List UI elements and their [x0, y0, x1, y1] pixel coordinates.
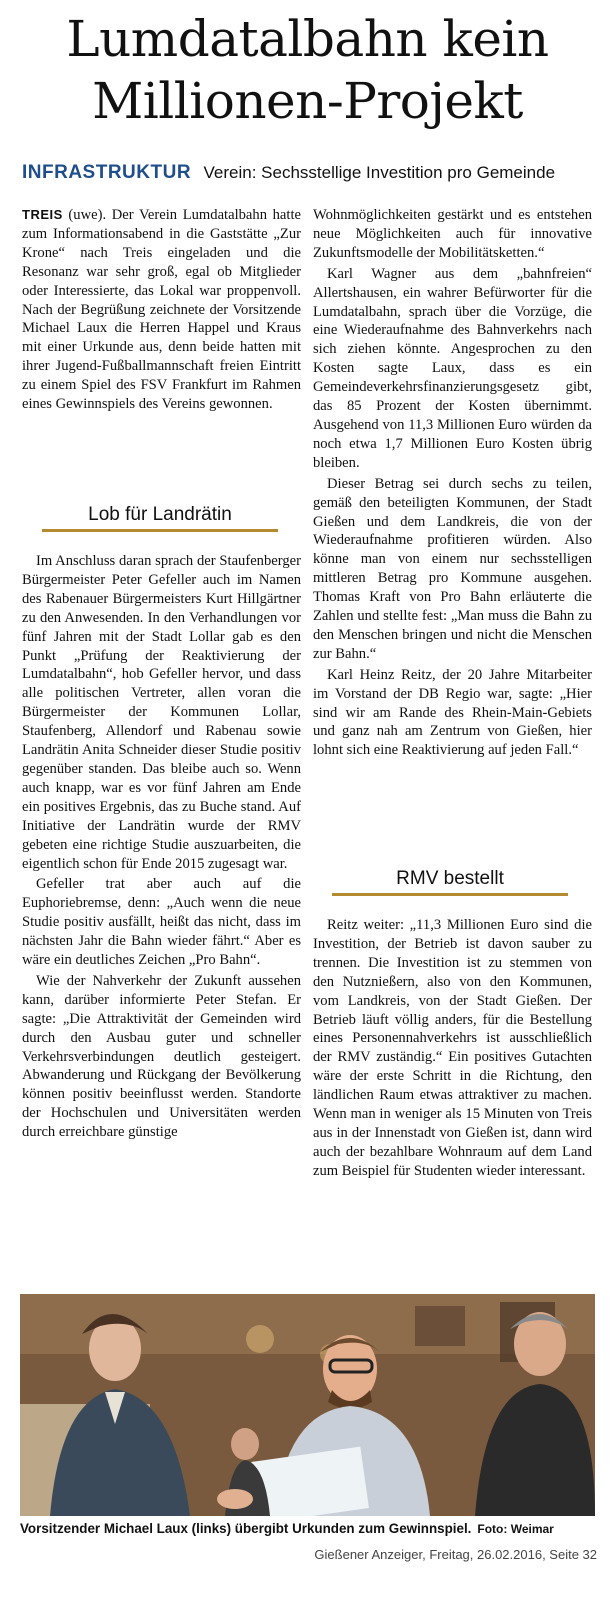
section-title-lob: Lob für Landrätin	[88, 504, 232, 525]
photo	[20, 1294, 595, 1516]
paragraph: Karl Wagner aus dem „bahnfreien“ Allertshausen, ein wahrer Befürworter für die Lumdatalbahn, sprach über die Vorzüge, die eine Wiederaufnahme des Bahnverkehrs nach sich ziehen könnte. Angesprochen zu den Kosten sagte Laux, dass es ein Gemeindeverkehrsfinanzierungsgesetz gibt, das 85 Prozent der Kosten übernimmt. Ausgehend von 11,3 Millionen Euro würden da noch etwa 1,7 Millionen Euro Kosten übrig bleiben.	[313, 265, 592, 471]
section-title-rmv: RMV bestellt	[396, 868, 504, 889]
kicker: INFRASTRUKTUR	[22, 162, 192, 183]
section-heading-rmv	[330, 868, 570, 896]
intro-text: (uwe). Der Verein Lumdatalbahn hatte zum Informationsabend in die Gaststätte „Zur Krone“ nach Treis eingeladen und die Resonanz war sehr groß, egal ob Mitglieder oder Interessierte, das Lokal war proppenvoll. Nach der Begrüßung zeichnete der Vorsitzende Michael Laux die Herren Happel und Kraus mit einer Urkunde aus, denn beide hatten mit ihrer Jugend-Fußballmannschaft freien Eintritt zu einem Spiel des FSV Frankfurt im Rahmen eines Gewinnspiels des Vereins gewonnen.	[22, 207, 301, 413]
left-column-intro	[22, 206, 301, 414]
section-rule	[332, 893, 568, 896]
photo-caption	[20, 1521, 600, 1536]
right-column-bottom	[313, 916, 592, 1181]
paragraph: Reitz weiter: „11,3 Millionen Euro sind die Investition, der Betrieb ist davon sauber zu trennen. Die Investition ist zu stemmen von den Nutznießern, also von den Kommunen, vom Landkreis, von der Stadt Gießen. Der Betrieb läuft völlig anders, für die Bestellung eines Personennahverkehrs ist ausschließlich der RMV zuständig.“ Ein positives Gutachten wäre der erste Schritt in die Richtung, den ländlichen Raum etwas attraktiver zu machen. Wenn man in weniger als 15 Minuten von Treis aus in der Innenstadt von Gießen ist, dann wird auch der bezahlbare Wohnraum auf dem Land zum Beispiel für Studenten wieder interessant.	[313, 917, 592, 1179]
paragraph: Im Anschluss daran sprach der Staufenberger Bürgermeister Peter Gefeller auch im Namen des Rabenauer Bürgermeisters Kurt Hillgärtner zu den Anwesenden. In den Verhandlungen vor fünf Jahren mit der Stadt Lollar gab es den Punkt „Prüfung der Reaktivierung der Lumdatalbahn“, hob Gefeller hervor, und dass alle politischen Vertreter, allen voran die Bürgermeister der Kommunen Lollar, Staufenberg, Allendorf und Rabenau sowie Landrätin Anita Schneider dieser Studie positiv gegenüber standen. Das bleibe auch so. Wenn auch knapp, war es vor fünf Jahren am Ende ein positives Ergebnis, das zu Buche stand. Auf Initiative der Landrätin wurde der RMV gebeten eine richtige Studie auszuarbeiten, die eigentlich schon für Ende 2015 zugesagt war.	[22, 553, 301, 872]
left-column-body	[22, 552, 301, 1142]
source-line: Gießener Anzeiger, Freitag, 26.02.2016, Seite 32	[314, 1547, 597, 1562]
dateline-place: TREIS	[22, 207, 63, 222]
section-rule	[42, 529, 278, 532]
intro-paragraph	[22, 206, 301, 414]
paragraph: Wie der Nahverkehr der Zukunft aussehen kann, darüber informierte Peter Stefan. Er sagte: „Die Attraktivität der Gemeinden wird durch den Ausbau guter und schneller Verkehrsverbindungen deutlich gesteigert. Abwanderung und Rückgang der Bevölkerung können positiv beeinflusst werden. Standorte der Hochschulen und Universitäten werden durch erreichbare günstige	[22, 972, 301, 1141]
headline	[0, 8, 615, 132]
paragraph: Wohnmöglichkeiten gestärkt und es entstehen neue Möglichkeiten auch für innovative Zukunftsmodelle der Mobilitätsketten.“	[313, 207, 592, 261]
headline-line-2: Millionen-Projekt	[92, 72, 523, 130]
paragraph: Dieser Betrag sei durch sechs zu teilen, gemäß den beteiligten Kommunen, der Stadt Gießen und dem Landkreis, die von der Wiederaufnahme profitieren würden. Also könne man von einem nur sechsstelligen mittleren Betrag pro Kommune ausgehen. Thomas Kraft von Pro Bahn erläuterte die Zahlen und stellte fest: „Man muss die Bahn zu den Menschen bringen und nicht die Menschen zur Bahn.“	[313, 475, 592, 662]
right-column-top	[313, 206, 592, 760]
subheadline: Verein: Sechsstellige Investition pro Gemeinde	[203, 163, 556, 182]
photo-illustration	[20, 1294, 595, 1516]
paragraph: Karl Heinz Reitz, der 20 Jahre Mitarbeiter im Vorstand der DB Regio war, sagte: „Hier sind wir am Rande des Rhein-Main-Gebiets und ganz nah am Zentrum von Gießen, hier lohnt sich eine Reaktivierung auf jeden Fall.“	[313, 666, 592, 759]
paragraph: Gefeller trat aber auch auf die Euphoriebremse, denn: „Auch wenn die neue Studie positiv ausfällt, heißt das nicht, dass im nächsten Jahr die Bahn wieder fährt.“ Aber es wäre ein deutliches Zeichen „Pro Bahn“.	[22, 876, 301, 969]
section-heading-lob	[40, 504, 280, 532]
headline-line-1: Lumdatalbahn kein	[66, 10, 549, 68]
caption-text: Vorsitzender Michael Laux (links) übergibt Urkunden zum Gewinnspiel.	[20, 1521, 472, 1536]
kicker-row	[22, 162, 602, 188]
photo-credit: Foto: Weimar	[477, 1522, 554, 1536]
